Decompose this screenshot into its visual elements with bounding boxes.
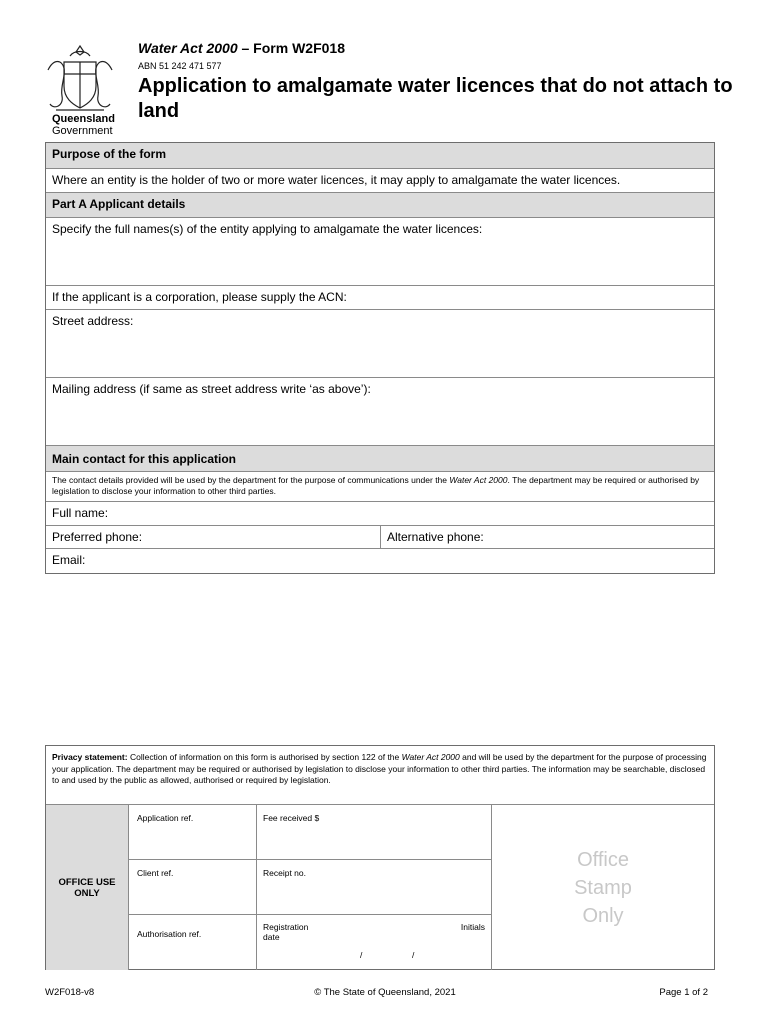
logo-line-government: Government [52,125,113,137]
registration-date-line2: date [263,932,280,942]
full-name-label: Full name: [52,506,109,520]
phone-row [46,526,714,549]
street-address-label: Street address: [52,314,134,328]
date-slash-2: / [412,950,415,960]
logo-line-queensland: Queensland [52,113,115,125]
receipt-no-cell [257,860,492,915]
privacy-text-post: and will be used by the department for the purpose of processing your application. The department may be required or authorised by legislation to disclose your information to other third parties. The information may be searchable, disclosed to and used by the public as allowed, authorised or required by legislation. [52,752,707,785]
date-slash-1: / [360,950,363,960]
email-field[interactable] [46,549,714,573]
alternative-phone-field[interactable] [381,526,490,548]
full-name-field[interactable] [46,502,714,526]
acn-label: If the applicant is a corporation, please supply the ACN: [52,290,347,304]
page-title: Application to amalgamate water licences that do not attach to land [138,75,733,122]
stamp-line2: Stamp [574,876,632,899]
contact-note [46,472,714,502]
stamp-line1: Office [577,848,629,871]
government-logotype [52,113,115,137]
office-use-line1: OFFICE USE [58,876,116,888]
application-form-table [45,142,715,574]
stamp-line3: Only [582,904,624,927]
application-ref-cell [129,805,257,860]
office-stamp-area [492,805,714,970]
form-reference [138,40,345,56]
mailing-address-label: Mailing address (if same as street address write ‘as above’): [52,382,371,396]
contact-note-post: . The department may be required or authorised by legislation to disclose your information to other third parties. [52,475,700,496]
preferred-phone-label: Preferred phone: [52,530,143,544]
form-number: – Form W2F018 [237,40,345,56]
acn-field[interactable] [46,286,714,310]
purpose-heading: Purpose of the form [46,143,714,169]
form-act-name: Water Act 2000 [138,40,238,56]
registration-date-line1: Registration [263,922,309,932]
office-use-grid [46,804,714,970]
client-ref-cell [129,860,257,915]
registration-date-cell [257,915,492,970]
office-use-label [46,805,129,970]
office-use-line2: ONLY [74,887,100,899]
street-address-field[interactable] [46,310,714,378]
privacy-text-pre: Collection of information on this form is authorised by section 122 of the [127,752,402,762]
contact-note-pre: The contact details provided will be used by the department for the purpose of communications under the [52,475,450,485]
fee-received-label: Fee received $ [263,813,320,823]
abn-number: ABN 51 242 471 577 [138,61,222,71]
authorisation-ref-cell [129,915,257,970]
main-contact-heading: Main contact for this application [46,446,714,472]
part-a-heading: Part A Applicant details [46,193,714,218]
preferred-phone-field[interactable] [46,526,381,548]
client-ref-label: Client ref. [137,868,174,878]
entity-names-label: Specify the full names(s) of the entity applying to amalgamate the water licences: [52,222,483,236]
contact-note-act: Water Act 2000 [449,475,508,485]
form-code: W2F018-v8 [45,987,95,998]
page-number: Page 1 of 2 [659,987,708,998]
entity-names-field[interactable] [46,218,714,286]
privacy-act: Water Act 2000 [401,752,460,762]
privacy-lead: Privacy statement: [52,752,128,762]
mailing-address-field[interactable] [46,378,714,446]
email-label: Email: [52,553,86,567]
application-ref-label: Application ref. [137,813,194,823]
privacy-statement [52,752,708,787]
purpose-text: Where an entity is the holder of two or more water licences, it may apply to amalgamate the water licences. [46,169,714,193]
fee-received-cell [257,805,492,860]
copyright: © The State of Queensland, 2021 [314,987,456,998]
initials-label: Initials [460,922,485,932]
authorisation-ref-label: Authorisation ref. [137,929,202,939]
alternative-phone-label: Alternative phone: [387,530,484,544]
privacy-and-office-box [45,745,715,970]
receipt-no-label: Receipt no. [263,868,306,878]
